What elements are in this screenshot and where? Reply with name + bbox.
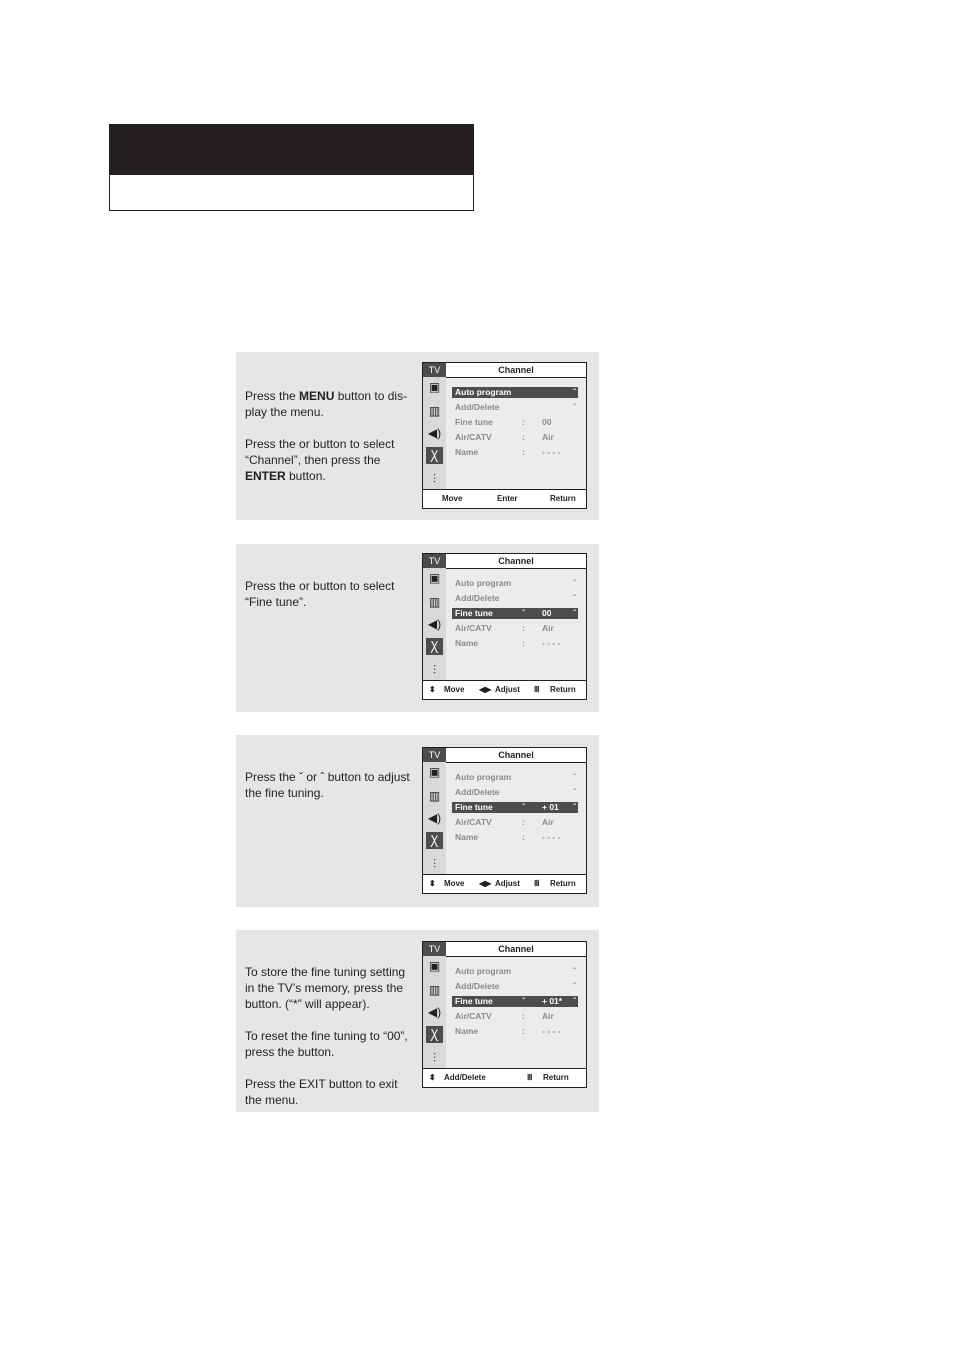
- osd-title: Channel: [446, 554, 586, 569]
- footer-return-label: Return: [550, 494, 576, 503]
- button-name: ENTER: [245, 469, 286, 483]
- channel-icon: Ꭓ: [426, 638, 443, 655]
- menu-item-end: ˆ: [573, 387, 576, 397]
- footer-enter-label: Enter: [497, 494, 518, 503]
- osd-footer: [423, 1068, 586, 1087]
- osd-menu-item[interactable]: [452, 787, 578, 798]
- channel-osd-menu: [422, 747, 587, 894]
- menu-item-label: Name: [455, 1026, 479, 1036]
- osd-menu-item[interactable]: [452, 623, 578, 634]
- return-icon: Ⅲ: [534, 879, 540, 888]
- osd-title: Channel: [446, 748, 586, 763]
- menu-item-label: Air/CATV: [455, 623, 492, 633]
- picture-icon: ▣: [428, 765, 441, 779]
- speaker-icon: ◀): [427, 811, 442, 825]
- instruction-step-1: [236, 352, 599, 520]
- menu-item-value: Air: [542, 1011, 554, 1021]
- step-instructions: [245, 388, 417, 500]
- osd-menu-list: [446, 378, 586, 490]
- step-instructions: [245, 964, 417, 1124]
- menu-item-colon: :: [522, 832, 525, 842]
- menu-item-label: Air/CATV: [455, 817, 492, 827]
- menu-item-value: + 01: [542, 802, 559, 812]
- speaker-icon: ◀): [427, 1005, 442, 1019]
- osd-menu-item[interactable]: [452, 802, 578, 813]
- instruction-step-3: [236, 735, 599, 907]
- step-instructions: [245, 769, 417, 817]
- button-name: MENU: [299, 389, 335, 403]
- channel-osd-menu: [422, 362, 587, 509]
- channel-osd-menu: [422, 553, 587, 700]
- osd-sidebar: [423, 554, 446, 681]
- speaker-icon: ◀): [427, 426, 442, 440]
- menu-item-colon: :: [522, 623, 525, 633]
- channel-osd-menu: [422, 941, 587, 1088]
- menu-item-value: 00: [542, 417, 552, 427]
- move-icon: ⬍: [429, 685, 436, 694]
- menu-item-label: Auto program: [455, 966, 512, 976]
- osd-sidebar: [423, 942, 446, 1069]
- footer-adjust-label: Adjust: [495, 685, 520, 694]
- menu-item-end: ˆ: [573, 402, 576, 412]
- menu-item-label: Add/Delete: [455, 787, 500, 797]
- menu-item-label: Auto program: [455, 772, 512, 782]
- osd-footer: [423, 874, 586, 893]
- instruction-paragraph: [245, 388, 417, 420]
- osd-menu-item[interactable]: [452, 608, 578, 619]
- menu-item-arrow: ˇ: [522, 996, 525, 1006]
- menu-item-end: ˆ: [573, 981, 576, 991]
- menu-item-end: ˆ: [573, 608, 576, 618]
- instruction-text: button.: [285, 469, 326, 483]
- menu-item-colon: :: [522, 447, 525, 457]
- menu-item-colon: :: [522, 432, 525, 442]
- osd-title: Channel: [446, 363, 586, 378]
- instruction-text: Press the EXIT button to exit the menu.: [245, 1077, 398, 1107]
- setup-icon: ⫶: [432, 663, 436, 677]
- menu-item-arrow: ˇ: [522, 608, 525, 618]
- menu-item-label: Fine tune: [455, 802, 493, 812]
- instruction-paragraph: [245, 964, 417, 1012]
- footer-move-label: Move: [442, 494, 463, 503]
- channel-icon: Ꭓ: [426, 832, 443, 849]
- tv-label: TV: [423, 554, 446, 568]
- menu-item-value: Air: [542, 817, 554, 827]
- osd-menu-list: [446, 569, 586, 681]
- footer-add-delete-label: Add/Delete: [444, 1073, 486, 1082]
- page-header-box: [109, 124, 474, 211]
- osd-menu-list: [446, 763, 586, 875]
- osd-menu-item[interactable]: [452, 593, 578, 604]
- channel-icon: Ꭓ: [426, 1026, 443, 1043]
- menu-item-label: Air/CATV: [455, 432, 492, 442]
- osd-menu-item[interactable]: [452, 387, 578, 398]
- osd-menu-list: [446, 957, 586, 1069]
- setup-icon: ⫶: [432, 857, 436, 871]
- osd-menu-item[interactable]: [452, 817, 578, 828]
- menu-item-label: Add/Delete: [455, 402, 500, 412]
- menu-item-label: Name: [455, 447, 479, 457]
- instruction-paragraph: [245, 578, 417, 610]
- instruction-text: To reset the fine tuning to “00”, press the button.: [245, 1029, 408, 1059]
- instruction-text: Press the or button to select “Channel”, then press the: [245, 437, 395, 467]
- menu-item-label: Fine tune: [455, 417, 493, 427]
- osd-menu-item[interactable]: [452, 1011, 578, 1022]
- sound-icon: ▥: [428, 789, 441, 803]
- menu-item-colon: :: [522, 1026, 525, 1036]
- instruction-paragraph: [245, 436, 417, 484]
- sound-icon: ▥: [428, 404, 441, 418]
- osd-menu-item[interactable]: [452, 638, 578, 649]
- return-icon: Ⅲ: [534, 685, 540, 694]
- menu-item-label: Add/Delete: [455, 593, 500, 603]
- osd-menu-item[interactable]: [452, 578, 578, 589]
- instruction-paragraph: [245, 769, 417, 801]
- instruction-paragraph: [245, 1028, 417, 1060]
- osd-footer: [423, 489, 586, 508]
- menu-item-colon: :: [522, 817, 525, 827]
- menu-item-label: Fine tune: [455, 996, 493, 1006]
- footer-move-label: Move: [444, 879, 465, 888]
- menu-item-end: ˆ: [573, 996, 576, 1006]
- menu-item-label: Air/CATV: [455, 1011, 492, 1021]
- tv-label: TV: [423, 748, 446, 762]
- menu-item-value: - - - -: [542, 638, 561, 648]
- footer-adjust-label: Adjust: [495, 879, 520, 888]
- osd-menu-item[interactable]: [452, 996, 578, 1007]
- channel-icon: Ꭓ: [426, 447, 443, 464]
- instruction-step-4: [236, 930, 599, 1112]
- instruction-text: Press the ˇ or ˆ button to adjust the fine tuning.: [245, 770, 410, 800]
- menu-item-value: - - - -: [542, 832, 561, 842]
- instruction-text: To store the fine tuning setting in the TV’s memory, press the button. (“*” will appear).: [245, 965, 406, 1011]
- menu-item-value: 00: [542, 608, 552, 618]
- tv-label: TV: [423, 942, 446, 956]
- menu-item-end: ˆ: [573, 802, 576, 812]
- osd-footer: [423, 680, 586, 699]
- menu-item-end: ˆ: [573, 578, 576, 588]
- footer-return-label: Return: [550, 685, 576, 694]
- menu-item-colon: :: [522, 417, 525, 427]
- picture-icon: ▣: [428, 571, 441, 585]
- menu-item-label: Name: [455, 638, 479, 648]
- osd-menu-item[interactable]: [452, 832, 578, 843]
- tv-label: TV: [423, 363, 446, 377]
- menu-item-label: Add/Delete: [455, 981, 500, 991]
- return-icon: Ⅲ: [527, 1073, 533, 1082]
- sound-icon: ▥: [428, 983, 441, 997]
- footer-return-label: Return: [550, 879, 576, 888]
- menu-item-end: ˆ: [573, 787, 576, 797]
- speaker-icon: ◀): [427, 617, 442, 631]
- move-icon: ⬍: [429, 1073, 436, 1082]
- instruction-text: button to dis-play the menu.: [245, 389, 408, 419]
- setup-icon: ⫶: [432, 472, 436, 486]
- osd-menu-item[interactable]: [452, 447, 578, 458]
- osd-menu-item[interactable]: [452, 402, 578, 413]
- osd-menu-item[interactable]: [452, 981, 578, 992]
- osd-menu-item[interactable]: [452, 417, 578, 428]
- menu-item-colon: :: [522, 638, 525, 648]
- menu-item-end: ˆ: [573, 772, 576, 782]
- menu-item-value: + 01*: [542, 996, 563, 1006]
- menu-item-label: Auto program: [455, 578, 512, 588]
- instruction-text: Press the: [245, 389, 300, 403]
- instruction-text: Press the or button to select “Fine tune”.: [245, 579, 395, 609]
- osd-menu-item[interactable]: [452, 432, 578, 443]
- osd-sidebar: [423, 748, 446, 875]
- menu-item-value: - - - -: [542, 1026, 561, 1036]
- osd-title: Channel: [446, 942, 586, 957]
- menu-item-label: Auto program: [455, 387, 512, 397]
- step-instructions: [245, 578, 417, 626]
- menu-item-label: Name: [455, 832, 479, 842]
- menu-item-end: ˆ: [573, 966, 576, 976]
- menu-item-label: Fine tune: [455, 608, 493, 618]
- setup-icon: ⫶: [432, 1051, 436, 1065]
- adjust-icon: ◀▶: [479, 879, 492, 888]
- picture-icon: ▣: [428, 959, 441, 973]
- menu-item-value: Air: [542, 623, 554, 633]
- adjust-icon: ◀▶: [479, 685, 492, 694]
- menu-item-value: Air: [542, 432, 554, 442]
- picture-icon: ▣: [428, 380, 441, 394]
- instruction-step-2: [236, 544, 599, 712]
- footer-return-label: Return: [543, 1073, 569, 1082]
- instruction-paragraph: [245, 1076, 417, 1108]
- osd-sidebar: [423, 363, 446, 490]
- move-icon: ⬍: [429, 879, 436, 888]
- footer-move-label: Move: [444, 685, 465, 694]
- page-header-bar: [110, 125, 473, 175]
- menu-item-value: - - - -: [542, 447, 561, 457]
- menu-item-end: ˆ: [573, 593, 576, 603]
- osd-menu-item[interactable]: [452, 966, 578, 977]
- menu-item-arrow: ˇ: [522, 802, 525, 812]
- menu-item-colon: :: [522, 1011, 525, 1021]
- osd-menu-item[interactable]: [452, 1026, 578, 1037]
- osd-menu-item[interactable]: [452, 772, 578, 783]
- sound-icon: ▥: [428, 595, 441, 609]
